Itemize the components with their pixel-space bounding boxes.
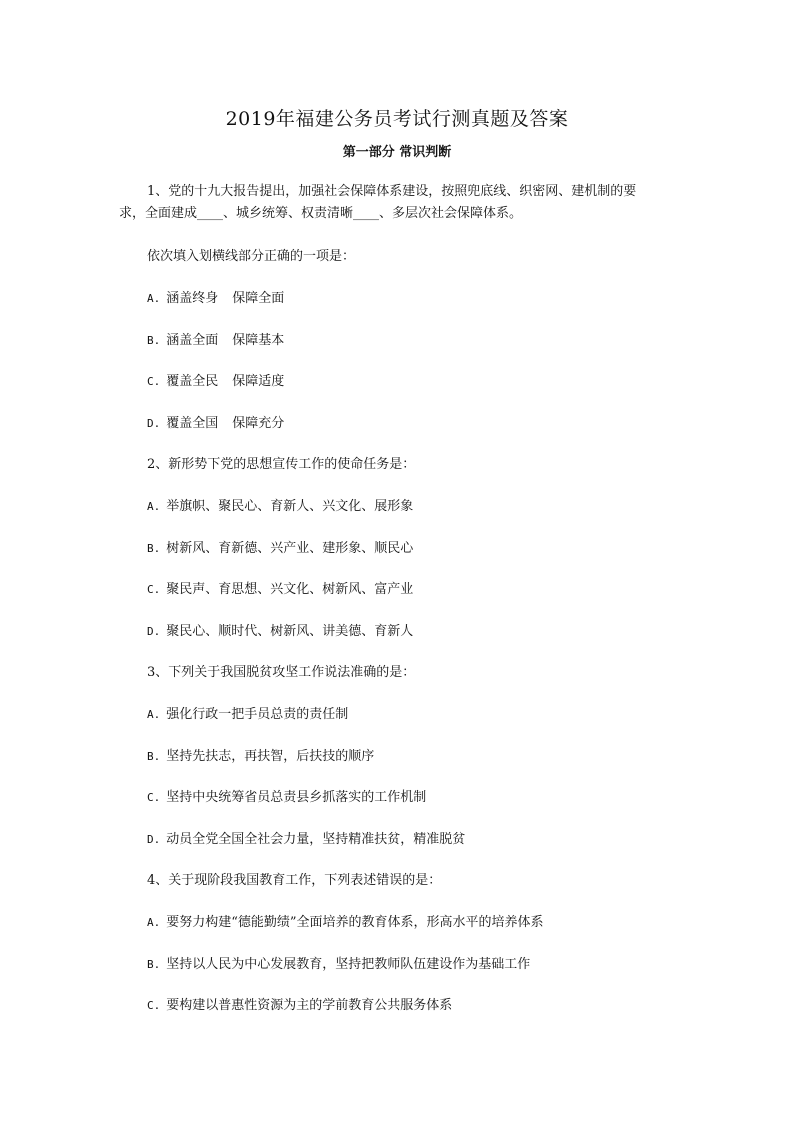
option-letter: D. bbox=[147, 417, 161, 430]
option-text-part1: 覆盖全民 bbox=[166, 374, 219, 389]
option-text: 坚持以人民为中心发展教育，坚持把教师队伍建设作为基础工作 bbox=[166, 957, 531, 972]
option-letter: A. bbox=[147, 292, 161, 305]
question-4-option-a bbox=[147, 911, 544, 930]
option-text-part2: 保障适度 bbox=[232, 374, 285, 389]
question-3-option-c bbox=[147, 786, 426, 805]
option-text-part1: 涵盖终身 bbox=[166, 291, 219, 306]
question-2-option-d bbox=[147, 620, 413, 639]
option-text: 要构建以普惠性资源为主的学前教育公共服务体系 bbox=[166, 998, 453, 1013]
option-text: 动员全党全国全社会力量，坚持精准扶贫，精准脱贫 bbox=[166, 832, 466, 847]
question-3-option-a bbox=[147, 703, 348, 722]
question-2-stem: 2、新形势下党的思想宣传工作的使命任务是： bbox=[147, 457, 416, 472]
option-letter: B. bbox=[147, 750, 161, 763]
question-4-stem: 4、关于现阶段我国教育工作，下列表述错误的是： bbox=[147, 873, 442, 888]
question-1-option-d bbox=[147, 412, 284, 431]
question-3-option-d bbox=[147, 828, 465, 847]
question-2-option-b bbox=[147, 537, 413, 556]
option-letter: D. bbox=[147, 625, 161, 638]
option-letter: C. bbox=[147, 791, 161, 804]
option-text: 要努力构建“德能勤绩”全面培养的教育体系，形高水平的培养体系 bbox=[166, 915, 544, 930]
option-letter: C. bbox=[147, 375, 161, 388]
option-text: 举旗帜、聚民心、育新人、兴文化、展形象 bbox=[166, 499, 414, 514]
option-text-part1: 涵盖全面 bbox=[166, 333, 219, 348]
option-text: 坚持中央统筹省员总责县乡抓落实的工作机制 bbox=[166, 790, 427, 805]
option-letter: B. bbox=[147, 334, 161, 347]
question-2-option-c bbox=[147, 578, 413, 597]
option-text: 聚民声、育思想、兴文化、树新风、富产业 bbox=[166, 582, 414, 597]
question-1-stem-line2: 求，全面建成____、城乡统筹、权责清晰____、多层次社会保障体系。 bbox=[119, 206, 523, 221]
question-1-option-c bbox=[147, 370, 284, 389]
option-letter: A. bbox=[147, 708, 161, 721]
document-title: 2019年福建公务员考试行测真题及答案 bbox=[225, 108, 569, 130]
option-text-part2: 保障基本 bbox=[232, 333, 285, 348]
option-text-part2: 保障全面 bbox=[232, 291, 285, 306]
option-letter: A. bbox=[147, 916, 161, 929]
section-heading: 第一部分 常识判断 bbox=[342, 145, 452, 160]
option-letter: D. bbox=[147, 833, 161, 846]
option-letter: B. bbox=[147, 542, 161, 555]
option-letter: C. bbox=[147, 999, 161, 1012]
question-1-stem-line1: 1、党的十九大报告提出，加强社会保障体系建设，按照兜底线、织密网、建机制的要 bbox=[147, 184, 637, 199]
option-letter: C. bbox=[147, 583, 161, 596]
question-2-option-a bbox=[147, 495, 413, 514]
question-3-option-b bbox=[147, 745, 374, 764]
question-4-option-b bbox=[147, 953, 530, 972]
option-text: 强化行政一把手员总责的责任制 bbox=[166, 707, 349, 722]
option-text: 树新风、育新德、兴产业、建形象、顺民心 bbox=[166, 541, 414, 556]
question-1-option-b bbox=[147, 329, 284, 348]
question-3-stem: 3、下列关于我国脱贫攻坚工作说法准确的是： bbox=[147, 665, 416, 680]
option-letter: A. bbox=[147, 500, 161, 513]
option-letter: B. bbox=[147, 958, 161, 971]
question-4-option-c bbox=[147, 994, 452, 1013]
option-text-part1: 覆盖全国 bbox=[166, 416, 219, 431]
option-text: 聚民心、顺时代、树新风、讲美德、育新人 bbox=[166, 624, 414, 639]
question-1-option-a bbox=[147, 287, 284, 306]
question-1-prompt: 依次填入划横线部分正确的一项是： bbox=[147, 249, 356, 264]
option-text-part2: 保障充分 bbox=[232, 416, 285, 431]
option-text: 坚持先扶志，再扶智，后扶技的顺序 bbox=[166, 749, 375, 764]
